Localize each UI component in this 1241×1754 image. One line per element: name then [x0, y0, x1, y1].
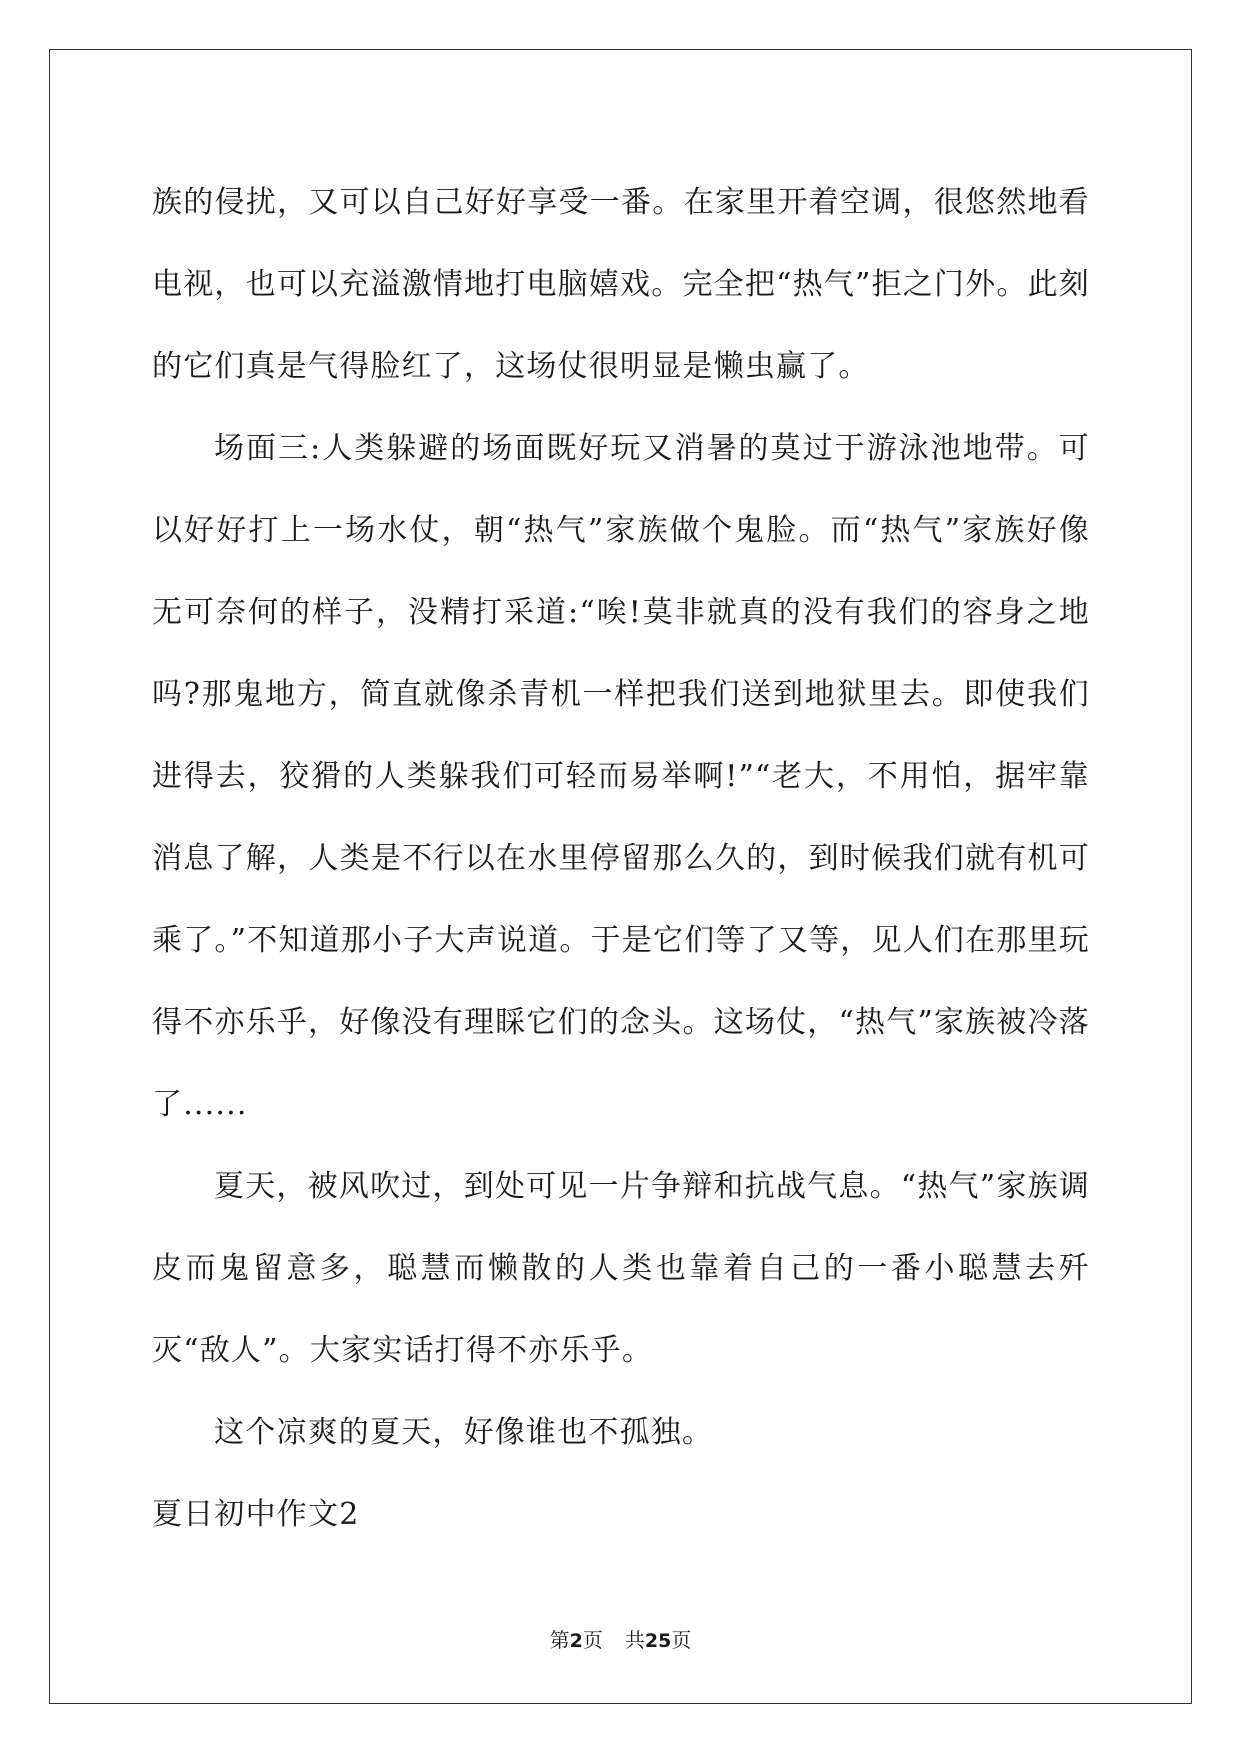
document-body	[152, 162, 1090, 1556]
footer-page-prefix: 第	[549, 1628, 570, 1652]
paragraph-4: 这个凉爽的夏天，好像谁也不孤独。	[214, 1415, 714, 1450]
page-footer	[0, 1628, 1241, 1653]
footer-total-prefix: 共	[624, 1628, 645, 1652]
footer-total-suffix: 页	[671, 1628, 692, 1652]
paragraph-3: 夏天，被风吹过，到处可见一片争辩和抗战气息。“热气”家族调皮而鬼留意多，聪慧而懒散的人类也靠着自己的一番小聪慧去歼灭“敌人”。大家实话打得不亦乐乎。	[152, 1169, 1090, 1368]
paragraph-1: 族的侵扰，又可以自己好好享受一番。在家里开着空调，很悠然地看电视，也可以充溢激情地打电脑嬉戏。完全把“热气”拒之门外。此刻的它们真是气得脸红了，这场仗很明显是懒虫赢了。	[152, 185, 1090, 384]
section-heading: 夏日初中作文2	[152, 1497, 360, 1532]
footer-page-total: 25	[644, 1630, 672, 1652]
paragraph-2: 场面三:人类躲避的场面既好玩又消暑的莫过于游泳池地带。可以好好打上一场水仗，朝“热气”家族做个鬼脸。而“热气”家族好像无可奈何的样子，没精打采道:“唉!莫非就真的没有我们的容身之地吗?那鬼地方，简直就像杀青机一样把我们送到地狱里去。即使我们进得去，狡猾的人类躲我们可轻而易举啊!”“老大，不用怕，据牢靠消息了解，人类是不行以在水里停留那么久的，到时候我们就有机可乘了。”不知道那小子大声说道。于是它们等了又等，见人们在那里玩得不亦乐乎，好像没有理睬它们的念头。这场仗，“热气”家族被冷落了......	[152, 431, 1090, 1122]
footer-page-suffix: 页	[582, 1628, 603, 1652]
footer-page-current: 2	[569, 1630, 583, 1652]
